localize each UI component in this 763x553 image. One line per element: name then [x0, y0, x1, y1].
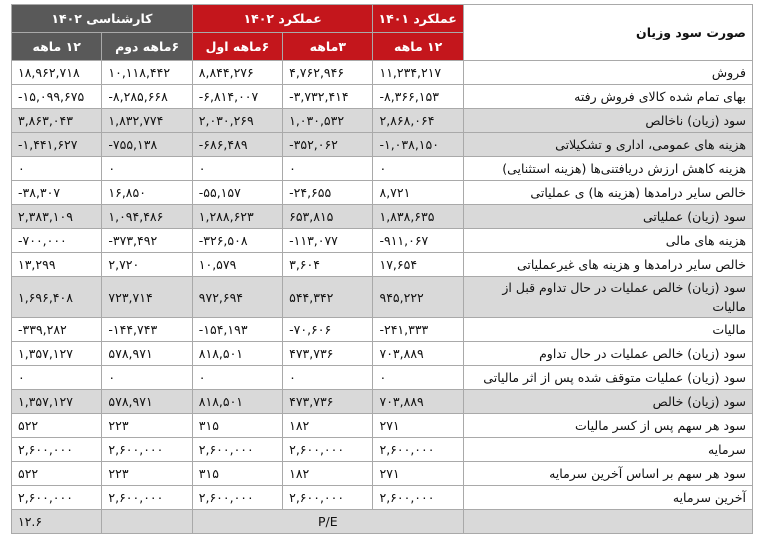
value-cell: ۸,۷۲۱: [373, 181, 463, 205]
value-cell: ۵۷۸,۹۷۱: [102, 342, 192, 366]
col-1402-6m-first: ۶ماهه اول: [192, 33, 282, 61]
value-cell: ۰: [373, 366, 463, 390]
value-cell: ۱۶,۸۵۰: [102, 181, 192, 205]
value-cell: -۶۸۶,۴۸۹: [192, 133, 282, 157]
value-cell: ۲۲۳: [102, 414, 192, 438]
value-cell: ۰: [373, 157, 463, 181]
value-cell: ۱۳,۲۹۹: [12, 253, 102, 277]
table-title: صورت سود وزیان: [463, 5, 752, 61]
value-cell: ۴۷۳,۷۳۶: [283, 342, 373, 366]
value-cell: -۱۵,۰۹۹,۶۷۵: [12, 85, 102, 109]
value-cell: -۱,۴۴۱,۶۲۷: [12, 133, 102, 157]
value-cell: -۳۲۶,۵۰۸: [192, 229, 282, 253]
value-cell: ۳۱۵: [192, 462, 282, 486]
value-cell: ۵۲۲: [12, 414, 102, 438]
row-label: سود (زیان) عملیاتی: [463, 205, 752, 229]
value-cell: -۷۰,۶۰۶: [283, 318, 373, 342]
pe-label: P/E: [192, 510, 463, 534]
value-cell: ۱,۰۹۴,۴۸۶: [102, 205, 192, 229]
row-label: آخرین سرمایه: [463, 486, 752, 510]
value-cell: ۳,۶۰۴: [283, 253, 373, 277]
value-cell: ۲,۶۰۰,۰۰۰: [373, 438, 463, 462]
value-cell: ۲,۶۰۰,۰۰۰: [192, 486, 282, 510]
row-label: سود (زیان) خالص عملیات در حال تداوم قبل از مالیات: [463, 277, 752, 318]
value-cell: ۱,۳۵۷,۱۲۷: [12, 390, 102, 414]
pe-row: [12, 510, 753, 534]
value-cell: ۰: [102, 157, 192, 181]
row-label: سرمایه: [463, 438, 752, 462]
value-cell: ۰: [12, 366, 102, 390]
col-1402-3m: ۳ماهه: [283, 33, 373, 61]
value-cell: ۸۱۸,۵۰۱: [192, 342, 282, 366]
row-label: سود (زیان) خالص عملیات در حال تداوم: [463, 342, 752, 366]
table-row: [12, 390, 753, 414]
value-cell: -۸,۲۸۵,۶۶۸: [102, 85, 192, 109]
table-row: [12, 181, 753, 205]
row-label: هزینه های عمومی، اداری و تشکیلاتی: [463, 133, 752, 157]
value-cell: ۱۰,۱۱۸,۴۴۲: [102, 61, 192, 85]
row-label: سود (زیان) عملیات متوقف شده پس از اثر مالیاتی: [463, 366, 752, 390]
table-row: [12, 157, 753, 181]
value-cell: ۵۴۴,۳۴۲: [283, 277, 373, 318]
value-cell: ۰: [102, 366, 192, 390]
value-cell: ۹۷۲,۶۹۴: [192, 277, 282, 318]
value-cell: ۲,۷۲۰: [102, 253, 192, 277]
value-cell: ۴۷۳,۷۳۶: [283, 390, 373, 414]
group-header-1401: عملکرد ۱۴۰۱: [373, 5, 463, 33]
value-cell: -۳,۷۳۲,۴۱۴: [283, 85, 373, 109]
value-cell: -۱,۰۳۸,۱۵۰: [373, 133, 463, 157]
value-cell: ۲,۶۰۰,۰۰۰: [102, 438, 192, 462]
table-row: [12, 109, 753, 133]
row-label: خالص سایر درامدها (هزینه ها) ی عملیاتی: [463, 181, 752, 205]
value-cell: -۳۳۹,۲۸۲: [12, 318, 102, 342]
value-cell: ۵۲۲: [12, 462, 102, 486]
value-cell: ۲,۶۰۰,۰۰۰: [102, 486, 192, 510]
value-cell: ۱,۳۵۷,۱۲۷: [12, 342, 102, 366]
value-cell: ۶۵۳,۸۱۵: [283, 205, 373, 229]
table-row: [12, 462, 753, 486]
value-cell: -۱۵۴,۱۹۳: [192, 318, 282, 342]
value-cell: ۰: [283, 366, 373, 390]
value-cell: ۲,۳۸۳,۱۰۹: [12, 205, 102, 229]
value-cell: -۲۴۱,۳۳۳: [373, 318, 463, 342]
value-cell: -۳۷۳,۴۹۲: [102, 229, 192, 253]
value-cell: ۰: [12, 157, 102, 181]
value-cell: ۸۱۸,۵۰۱: [192, 390, 282, 414]
value-cell: ۵۷۸,۹۷۱: [102, 390, 192, 414]
value-cell: ۱,۸۳۲,۷۷۴: [102, 109, 192, 133]
value-cell: ۴,۷۶۲,۹۴۶: [283, 61, 373, 85]
value-cell: -۱۱۳,۰۷۷: [283, 229, 373, 253]
pe-blank: [102, 510, 192, 534]
value-cell: ۱۸,۹۶۲,۷۱۸: [12, 61, 102, 85]
table-row: [12, 205, 753, 229]
table-row: [12, 61, 753, 85]
value-cell: -۸,۳۶۶,۱۵۳: [373, 85, 463, 109]
row-label: مالیات: [463, 318, 752, 342]
value-cell: ۲,۶۰۰,۰۰۰: [12, 438, 102, 462]
table-row: [12, 133, 753, 157]
value-cell: ۰: [192, 157, 282, 181]
col-1401-12m: ۱۲ ماهه: [373, 33, 463, 61]
value-cell: ۱,۸۳۸,۶۳۵: [373, 205, 463, 229]
value-cell: ۱۱,۲۳۴,۲۱۷: [373, 61, 463, 85]
pe-value: ۱۲.۶: [12, 510, 102, 534]
row-label: خالص سایر درامدها و هزینه های غیرعملیاتی: [463, 253, 752, 277]
value-cell: -۳۸,۳۰۷: [12, 181, 102, 205]
value-cell: ۲,۶۰۰,۰۰۰: [283, 486, 373, 510]
value-cell: ۲۷۱: [373, 462, 463, 486]
table-body: [12, 61, 753, 534]
value-cell: ۱۷,۶۵۴: [373, 253, 463, 277]
table-row: [12, 253, 753, 277]
value-cell: ۹۴۵,۲۲۲: [373, 277, 463, 318]
pe-spacer: [463, 510, 752, 534]
value-cell: ۰: [283, 157, 373, 181]
col-exp-12m: ۱۲ ماهه: [12, 33, 102, 61]
value-cell: -۵۵,۱۵۷: [192, 181, 282, 205]
table-row: [12, 277, 753, 318]
value-cell: ۲,۶۰۰,۰۰۰: [373, 486, 463, 510]
table-row: [12, 366, 753, 390]
value-cell: ۱,۶۹۶,۴۰۸: [12, 277, 102, 318]
col-exp-6m-second: ۶ماهه دوم: [102, 33, 192, 61]
value-cell: ۱۰,۵۷۹: [192, 253, 282, 277]
value-cell: ۱۸۲: [283, 414, 373, 438]
value-cell: -۲۴,۶۵۵: [283, 181, 373, 205]
value-cell: -۱۴۴,۷۴۳: [102, 318, 192, 342]
value-cell: ۲,۰۳۰,۲۶۹: [192, 109, 282, 133]
value-cell: ۱,۰۳۰,۵۳۲: [283, 109, 373, 133]
value-cell: -۳۵۲,۰۶۲: [283, 133, 373, 157]
table-row: [12, 318, 753, 342]
income-statement-table: [11, 4, 753, 534]
table-row: [12, 85, 753, 109]
table-row: [12, 229, 753, 253]
value-cell: ۲۲۳: [102, 462, 192, 486]
row-label: هزینه کاهش ارزش دریافتنی‌ها (هزینه استثنایی): [463, 157, 752, 181]
value-cell: ۱,۲۸۸,۶۲۳: [192, 205, 282, 229]
value-cell: ۷۰۳,۸۸۹: [373, 342, 463, 366]
value-cell: ۰: [192, 366, 282, 390]
value-cell: ۳۱۵: [192, 414, 282, 438]
value-cell: ۲,۸۶۸,۰۶۴: [373, 109, 463, 133]
value-cell: -۷۵۵,۱۳۸: [102, 133, 192, 157]
row-label: بهای تمام شده کالای فروش رفته: [463, 85, 752, 109]
table-row: [12, 486, 753, 510]
row-label: سود (زیان) خالص: [463, 390, 752, 414]
value-cell: -۹۱۱,۰۶۷: [373, 229, 463, 253]
value-cell: ۳,۸۶۳,۰۴۳: [12, 109, 102, 133]
table-row: [12, 438, 753, 462]
row-label: سود هر سهم بر اساس آخرین سرمایه: [463, 462, 752, 486]
table-row: [12, 414, 753, 438]
value-cell: ۲,۶۰۰,۰۰۰: [192, 438, 282, 462]
value-cell: -۷۰۰,۰۰۰: [12, 229, 102, 253]
row-label: هزینه های مالی: [463, 229, 752, 253]
value-cell: ۷۲۳,۷۱۴: [102, 277, 192, 318]
row-label: فروش: [463, 61, 752, 85]
income-statement: [11, 4, 753, 534]
row-label: سود هر سهم پس از کسر مالیات: [463, 414, 752, 438]
value-cell: ۲,۶۰۰,۰۰۰: [12, 486, 102, 510]
value-cell: ۱۸۲: [283, 462, 373, 486]
row-label: سود (زیان) ناخالص: [463, 109, 752, 133]
group-header-1402: عملکرد ۱۴۰۲: [192, 5, 373, 33]
value-cell: ۷۰۳,۸۸۹: [373, 390, 463, 414]
value-cell: ۸,۸۴۴,۲۷۶: [192, 61, 282, 85]
value-cell: ۲,۶۰۰,۰۰۰: [283, 438, 373, 462]
table-row: [12, 342, 753, 366]
group-header-expert: کارشناسی ۱۴۰۲: [12, 5, 193, 33]
value-cell: -۶,۸۱۴,۰۰۷: [192, 85, 282, 109]
value-cell: ۲۷۱: [373, 414, 463, 438]
